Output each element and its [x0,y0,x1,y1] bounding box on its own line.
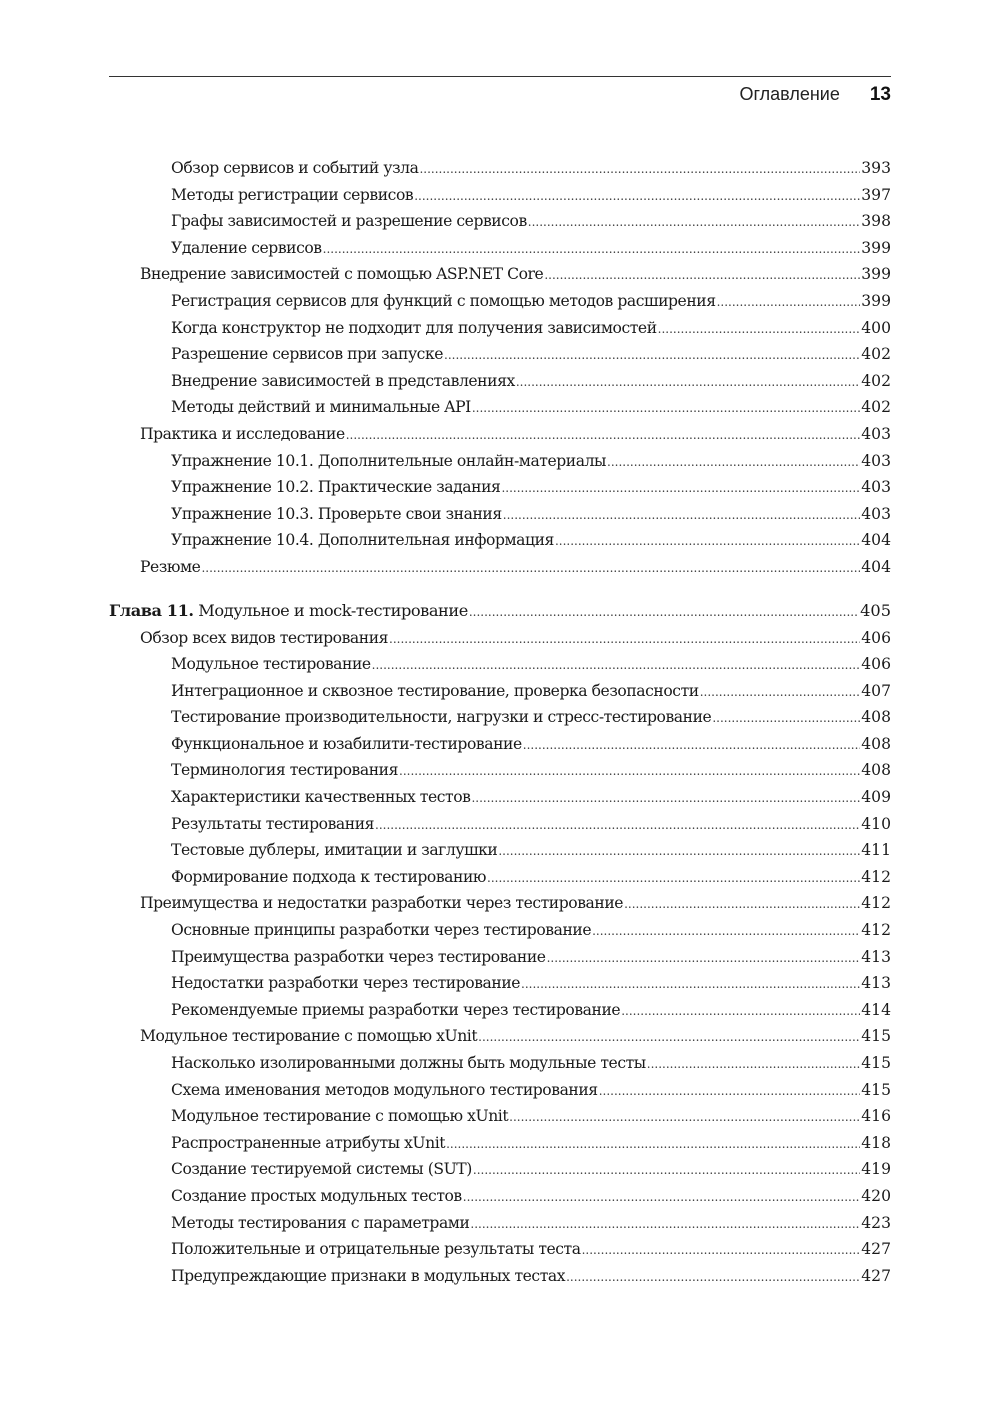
toc-title-text: Модульное и mock-тестирование [198,600,468,620]
toc-entry-title [171,1130,445,1157]
toc-page-number: 393 [861,159,891,177]
page-number: 13 [869,84,891,105]
toc-entry [109,288,891,315]
toc-entry-title [171,1183,462,1210]
toc-page-number: 427 [861,1240,891,1259]
toc-entry [109,651,891,678]
dot-leader [509,1104,860,1131]
toc-title-text: Когда конструктор не подходит для получения зависимостей [171,318,657,337]
dot-leader [463,1184,860,1211]
toc-title-text: Предупреждающие признаки в модульных тестах [171,1266,566,1285]
dot-leader [399,758,860,785]
toc-entry-title [109,597,468,625]
toc-page-number: 427 [861,1266,891,1285]
toc-title-text: Упражнение 10.4. Дополнительная информация [171,531,554,550]
dot-leader [323,236,861,263]
toc-entry-title [171,784,470,811]
dot-leader [523,732,860,759]
toc-entry-title [171,704,711,731]
toc-entry-title [140,554,200,581]
toc-page-number: 400 [861,318,891,337]
toc-title-text: Создание тестируемой системы (SUT) [171,1160,472,1179]
toc-entry-title [140,625,388,652]
toc-entry [109,1183,891,1210]
toc-title-text: Упражнение 10.1. Дополнительные онлайн-материалы [171,451,607,470]
toc-title-text: Методы тестирования с параметрами [171,1213,470,1232]
toc-title-text: Положительные и отрицательные результаты теста [171,1240,581,1259]
toc-entry-title [171,811,374,838]
toc-page-number: 413 [861,974,891,993]
toc-entry-title [171,864,486,891]
dot-leader [498,838,860,865]
dot-leader [712,705,860,732]
toc-page-number: 399 [861,291,891,310]
dot-leader [473,1157,860,1184]
dot-leader [599,1078,861,1105]
toc-title-text: Интеграционное и сквозное тестирование, проверка безопасности [171,681,699,700]
toc-title-text: Функциональное и юзабилити-тестирование [171,734,522,753]
toc-entry-title [171,1103,508,1130]
dot-leader [469,598,859,626]
toc-entry [109,1050,891,1077]
dot-leader [501,475,860,502]
toc-page-number: 413 [861,947,891,966]
toc-entry [109,527,891,554]
toc-entry-title [171,1050,646,1077]
toc-title-text: Недостатки разработки через тестирование [171,974,521,993]
toc-title-text: Насколько изолированными должны быть модульные тесты [171,1054,646,1072]
dot-leader [487,865,860,892]
toc-entry [109,997,891,1024]
toc-title-text: Внедрение зависимостей в представлениях [171,371,515,390]
toc-title-text: Результаты тестирования [171,814,375,833]
toc-page-number: 407 [861,681,891,700]
toc-title-text: Схема именования методов модульного тестирования [171,1080,598,1099]
toc-chapter-entry [109,597,891,625]
toc-entry-title [171,678,699,705]
toc-page-number: 402 [861,371,891,390]
toc-page-number: 404 [861,557,891,576]
toc-entry-title [140,261,543,288]
dot-leader [658,316,861,343]
toc-entry-title [171,155,418,182]
toc-entry [109,261,891,288]
dot-leader [446,1131,860,1158]
toc-entry-title [171,182,413,209]
toc-entry [109,155,891,182]
toc-title-text: Удаление сервисов [171,238,322,257]
toc-entry [109,678,891,705]
toc-entry [109,421,891,448]
toc-title-text: Практика и исследование [140,424,345,443]
toc-entry [109,704,891,731]
dot-leader [516,369,860,396]
toc-entry-title [171,944,546,971]
dot-leader [555,528,860,555]
toc-title-text: Внедрение зависимостей с помощью ASP.NET Core [140,265,544,284]
toc-entry [109,1130,891,1157]
dot-leader [621,998,860,1025]
toc-title-text: Модульное тестирование [171,655,371,674]
toc-entry [109,1023,891,1050]
toc-page-number: 418 [861,1133,891,1152]
toc-title-text: Тестирование производительности, нагрузки и стресс-тестирование [171,708,712,727]
toc-page-number: 414 [861,1000,891,1019]
toc-entry [109,811,891,838]
table-of-contents [109,155,891,1289]
dot-leader [419,156,860,183]
toc-entry [109,1236,891,1263]
toc-page-number: 405 [860,600,891,620]
dot-leader [607,449,860,476]
dot-leader [414,183,860,210]
toc-entry-title [171,1236,581,1263]
toc-page-number: 402 [861,345,891,364]
toc-page-number: 403 [861,504,891,523]
toc-entry [109,1156,891,1183]
dot-leader [544,262,860,289]
toc-entry-title [140,1023,477,1050]
toc-entry-title [171,341,443,368]
toc-entry [109,944,891,971]
toc-title-text: Обзор сервисов и событий узла [171,159,419,177]
toc-page-number: 398 [861,212,891,231]
dot-leader [389,626,860,653]
dot-leader [201,555,860,582]
toc-title-text: Резюме [140,557,201,576]
toc-entry [109,864,891,891]
toc-entry [109,837,891,864]
dot-leader [547,945,861,972]
toc-entry [109,501,891,528]
toc-entry [109,970,891,997]
toc-entry-title [171,917,591,944]
toc-title-text: Основные принципы разработки через тестирование [171,921,592,940]
toc-page-number: 423 [861,1213,891,1232]
toc-page-number: 402 [861,398,891,417]
toc-entry-title [140,890,623,917]
toc-title-text: Методы действий и минимальные API [171,398,471,417]
dot-leader [470,1211,860,1238]
toc-page-number: 408 [861,761,891,780]
toc-entry-title [171,368,515,395]
toc-entry [109,474,891,501]
toc-entry [109,315,891,342]
toc-entry-title [171,474,500,501]
toc-page-number: 403 [861,478,891,497]
toc-entry [109,554,891,581]
toc-entry [109,448,891,475]
toc-entry [109,341,891,368]
toc-entry-title [140,421,345,448]
toc-entry-title [171,997,620,1024]
chapter-label: Глава 11. [109,600,194,620]
toc-entry-title [171,1077,598,1104]
dot-leader [717,289,861,316]
header-rule [109,76,891,77]
toc-page-number: 412 [861,921,891,940]
toc-entry [109,784,891,811]
toc-title-text: Регистрация сервисов для функций с помощью методов расширения [171,291,716,310]
dot-leader [472,395,860,422]
toc-entry-title [171,288,716,315]
toc-entry-title [171,651,371,678]
toc-entry-title [171,501,502,528]
dot-leader [566,1264,860,1291]
toc-page-number: 415 [861,1080,891,1099]
toc-entry [109,890,891,917]
dot-leader [521,971,860,998]
toc-page-number: 411 [861,841,891,860]
toc-page-number: 399 [861,238,891,257]
dot-leader [478,1024,860,1051]
toc-entry [109,394,891,421]
toc-entry-title [171,394,471,421]
toc-page-number: 406 [861,655,891,674]
toc-title-text: Упражнение 10.3. Проверьте свои знания [171,504,502,523]
toc-page-number: 415 [861,1027,891,1046]
dot-leader [375,812,860,839]
toc-title-text: Преимущества разработки через тестирование [171,947,546,966]
toc-page-number: 403 [861,451,891,470]
dot-leader [647,1051,860,1078]
toc-page-number: 412 [861,894,891,913]
toc-entry [109,1210,891,1237]
toc-entry [109,1263,891,1290]
dot-leader [471,785,860,812]
toc-page-number: 412 [861,867,891,886]
toc-entry [109,625,891,652]
toc-entry-title [171,208,527,235]
toc-title-text: Графы зависимостей и разрешение сервисов [171,212,527,231]
running-header [740,84,892,110]
toc-title-text: Обзор всех видов тестирования [140,628,389,647]
toc-title-text: Тестовые дублеры, имитации и заглушки [171,841,498,860]
toc-entry-title [171,315,657,342]
toc-entry-title [171,1156,472,1183]
toc-title-text: Формирование подхода к тестированию [171,867,487,886]
toc-entry [109,1103,891,1130]
toc-title-text: Терминология тестирования [171,761,398,780]
toc-entry-title [171,448,606,475]
dot-leader [346,422,861,449]
toc-entry [109,1077,891,1104]
toc-page-number: 406 [861,628,891,647]
dot-leader [528,209,860,236]
toc-entry-title [171,235,322,262]
toc-title-text: Характеристики качественных тестов [171,788,471,807]
dot-leader [503,502,860,529]
toc-title-text: Упражнение 10.2. Практические задания [171,478,501,497]
toc-entry-title [171,1210,469,1237]
toc-page-number: 419 [861,1160,891,1179]
toc-title-text: Преимущества и недостатки разработки через тестирование [140,894,624,913]
toc-page-number: 408 [861,734,891,753]
toc-title-text: Разрешение сервисов при запуске [171,345,444,364]
dot-leader [372,652,861,679]
toc-entry [109,917,891,944]
toc-entry-title [171,1263,565,1290]
toc-entry [109,757,891,784]
toc-title-text: Методы регистрации сервисов [171,185,414,204]
toc-title-text: Модульное тестирование с помощью xUnit [140,1027,478,1046]
dot-leader [444,342,860,369]
toc-page-number: 416 [861,1107,891,1126]
toc-entry [109,182,891,209]
toc-title-text: Распространенные атрибуты xUnit [171,1133,446,1152]
toc-entry [109,208,891,235]
dot-leader [592,918,860,945]
toc-entry-title [171,837,497,864]
dot-leader [624,891,860,918]
toc-page-number: 415 [861,1054,891,1072]
toc-page-number: 399 [861,265,891,284]
toc-entry-title [171,970,520,997]
toc-page-number: 409 [861,788,891,807]
toc-entry-title [171,731,522,758]
toc-title-text: Модульное тестирование с помощью xUnit [171,1107,509,1126]
toc-page-number: 404 [861,531,891,550]
toc-title-text: Создание простых модульных тестов [171,1186,462,1205]
dot-leader [700,679,861,706]
toc-title-text: Рекомендуемые приемы разработки через тестирование [171,1000,621,1019]
toc-entry [109,235,891,262]
dot-leader [582,1237,861,1264]
toc-entry-title [171,527,554,554]
toc-entry [109,368,891,395]
running-title: Оглавление [739,84,840,104]
toc-entry-title [171,757,398,784]
toc-entry [109,731,891,758]
toc-page-number: 403 [861,424,891,443]
toc-page-number: 420 [861,1186,891,1205]
toc-page-number: 410 [861,814,891,833]
toc-page-number: 397 [861,185,891,204]
toc-page-number: 408 [861,708,891,727]
